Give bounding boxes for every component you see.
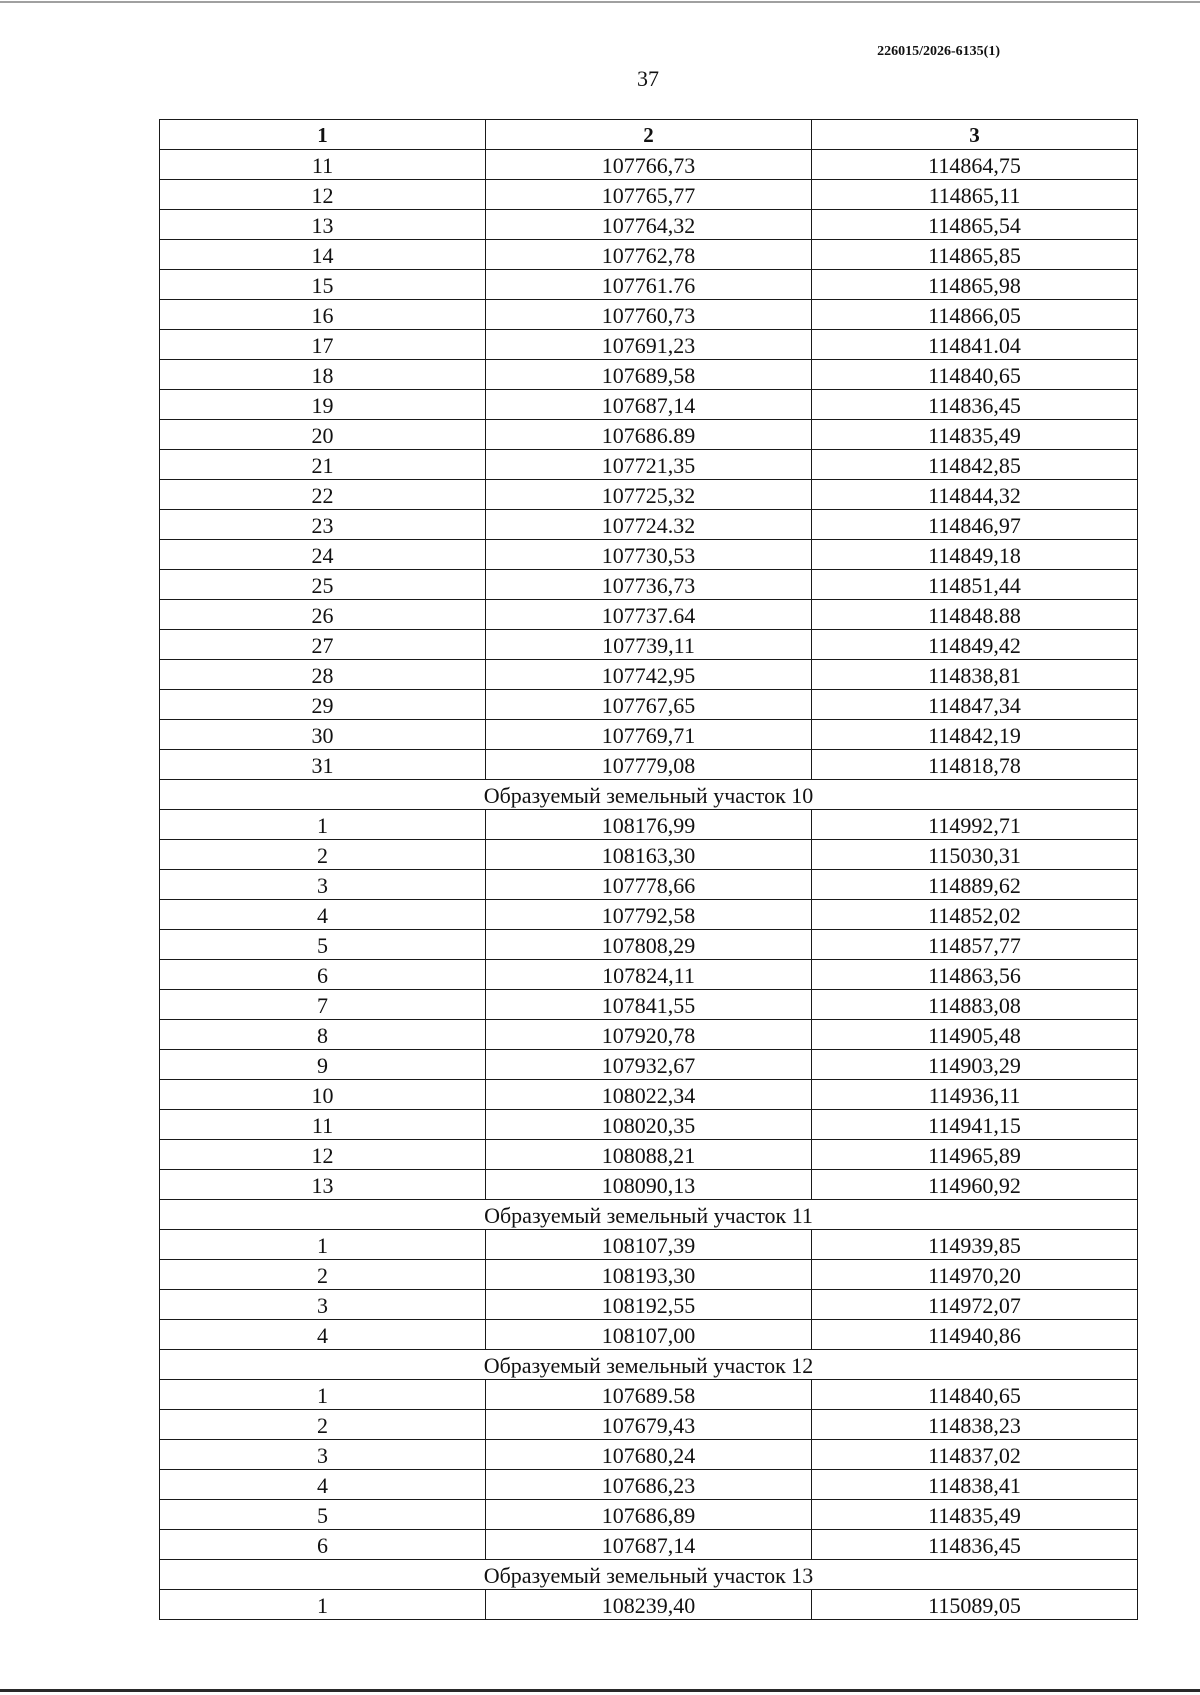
point-number-cell: 2 <box>160 1410 486 1440</box>
coordinate-x-cell: 107762,78 <box>486 240 812 270</box>
coordinate-y-cell: 114837,02 <box>812 1440 1138 1470</box>
point-number-cell: 15 <box>160 270 486 300</box>
coordinate-x-cell: 107808,29 <box>486 930 812 960</box>
point-number-cell: 10 <box>160 1080 486 1110</box>
table-row <box>160 1530 1138 1560</box>
point-number-cell: 20 <box>160 420 486 450</box>
table-row <box>160 1380 1138 1410</box>
table-row <box>160 240 1138 270</box>
coordinate-y-cell: 114865,11 <box>812 180 1138 210</box>
coordinate-y-cell: 114818,78 <box>812 750 1138 780</box>
coordinate-x-cell: 107778,66 <box>486 870 812 900</box>
point-number-cell: 28 <box>160 660 486 690</box>
column-header-1: 1 <box>160 120 486 150</box>
coordinate-x-cell: 108176,99 <box>486 810 812 840</box>
table-row <box>160 1410 1138 1440</box>
point-number-cell: 16 <box>160 300 486 330</box>
coordinate-y-cell: 114936,11 <box>812 1080 1138 1110</box>
coordinate-y-cell: 114903,29 <box>812 1050 1138 1080</box>
coordinate-y-cell: 114835,49 <box>812 420 1138 450</box>
point-number-cell: 12 <box>160 180 486 210</box>
coordinate-y-cell: 114857,77 <box>812 930 1138 960</box>
coordinate-y-cell: 114864,75 <box>812 150 1138 180</box>
coordinates-table-head <box>160 120 1138 150</box>
point-number-cell: 3 <box>160 1290 486 1320</box>
coordinate-y-cell: 114842,19 <box>812 720 1138 750</box>
table-row <box>160 420 1138 450</box>
coordinate-x-cell: 107779,08 <box>486 750 812 780</box>
coordinate-x-cell: 108090,13 <box>486 1170 812 1200</box>
table-row <box>160 840 1138 870</box>
coordinate-x-cell: 108192,55 <box>486 1290 812 1320</box>
coordinate-y-cell: 114866,05 <box>812 300 1138 330</box>
coordinate-x-cell: 107686,89 <box>486 1500 812 1530</box>
coordinate-y-cell: 114844,32 <box>812 480 1138 510</box>
section-title: Образуемый земельный участок 11 <box>160 1200 1138 1230</box>
coordinate-x-cell: 107687,14 <box>486 1530 812 1560</box>
point-number-cell: 7 <box>160 990 486 1020</box>
table-row <box>160 720 1138 750</box>
table-row <box>160 540 1138 570</box>
point-number-cell: 5 <box>160 1500 486 1530</box>
section-title: Образуемый земельный участок 10 <box>160 780 1138 810</box>
point-number-cell: 29 <box>160 690 486 720</box>
coordinate-x-cell: 107737.64 <box>486 600 812 630</box>
point-number-cell: 31 <box>160 750 486 780</box>
table-row <box>160 1260 1138 1290</box>
coordinate-x-cell: 107769,71 <box>486 720 812 750</box>
point-number-cell: 27 <box>160 630 486 660</box>
coordinate-x-cell: 107687,14 <box>486 390 812 420</box>
coordinate-x-cell: 107792,58 <box>486 900 812 930</box>
point-number-cell: 4 <box>160 1470 486 1500</box>
table-row <box>160 1170 1138 1200</box>
table-row <box>160 990 1138 1020</box>
table-row <box>160 810 1138 840</box>
table-row <box>160 180 1138 210</box>
coordinate-y-cell: 114972,07 <box>812 1290 1138 1320</box>
section-row <box>160 1560 1138 1590</box>
point-number-cell: 13 <box>160 1170 486 1200</box>
section-row <box>160 780 1138 810</box>
section-row <box>160 1350 1138 1380</box>
coordinate-x-cell: 107689,58 <box>486 360 812 390</box>
coordinate-y-cell: 114970,20 <box>812 1260 1138 1290</box>
point-number-cell: 26 <box>160 600 486 630</box>
table-row <box>160 1080 1138 1110</box>
coordinates-table <box>159 119 1138 1620</box>
point-number-cell: 13 <box>160 210 486 240</box>
point-number-cell: 5 <box>160 930 486 960</box>
table-row <box>160 1140 1138 1170</box>
table-row <box>160 330 1138 360</box>
coordinate-y-cell: 114836,45 <box>812 1530 1138 1560</box>
table-row <box>160 690 1138 720</box>
point-number-cell: 4 <box>160 1320 486 1350</box>
coordinate-x-cell: 107932,67 <box>486 1050 812 1080</box>
coordinate-x-cell: 107920,78 <box>486 1020 812 1050</box>
scan-edge-bottom <box>0 1689 1200 1692</box>
table-row <box>160 1050 1138 1080</box>
point-number-cell: 1 <box>160 1380 486 1410</box>
section-row <box>160 1200 1138 1230</box>
coordinate-x-cell: 108193,30 <box>486 1260 812 1290</box>
coordinate-x-cell: 107761.76 <box>486 270 812 300</box>
coordinate-x-cell: 107841,55 <box>486 990 812 1020</box>
coordinate-y-cell: 115030,31 <box>812 840 1138 870</box>
table-row <box>160 960 1138 990</box>
table-row <box>160 900 1138 930</box>
coordinate-x-cell: 108107,39 <box>486 1230 812 1260</box>
coordinate-x-cell: 107765,77 <box>486 180 812 210</box>
point-number-cell: 21 <box>160 450 486 480</box>
coordinate-y-cell: 114960,92 <box>812 1170 1138 1200</box>
coordinate-x-cell: 107691,23 <box>486 330 812 360</box>
point-number-cell: 12 <box>160 1140 486 1170</box>
coordinate-x-cell: 107730,53 <box>486 540 812 570</box>
coordinate-y-cell: 114940,86 <box>812 1320 1138 1350</box>
table-row <box>160 660 1138 690</box>
coordinate-y-cell: 114905,48 <box>812 1020 1138 1050</box>
coordinate-y-cell: 114851,44 <box>812 570 1138 600</box>
coordinate-y-cell: 114863,56 <box>812 960 1138 990</box>
table-row <box>160 450 1138 480</box>
section-title: Образуемый земельный участок 13 <box>160 1560 1138 1590</box>
coordinate-y-cell: 114838,41 <box>812 1470 1138 1500</box>
table-row <box>160 1320 1138 1350</box>
table-row <box>160 360 1138 390</box>
coordinate-x-cell: 107824,11 <box>486 960 812 990</box>
column-header-2: 2 <box>486 120 812 150</box>
coordinate-x-cell: 107760,73 <box>486 300 812 330</box>
table-row <box>160 600 1138 630</box>
column-header-3: 3 <box>812 120 1138 150</box>
point-number-cell: 1 <box>160 810 486 840</box>
coordinate-y-cell: 114846,97 <box>812 510 1138 540</box>
table-row <box>160 930 1138 960</box>
table-row <box>160 510 1138 540</box>
point-number-cell: 2 <box>160 840 486 870</box>
coordinate-x-cell: 107725,32 <box>486 480 812 510</box>
table-row <box>160 210 1138 240</box>
scan-edge-top <box>0 1 1200 3</box>
coordinate-x-cell: 107764,32 <box>486 210 812 240</box>
coordinate-y-cell: 114847,34 <box>812 690 1138 720</box>
point-number-cell: 22 <box>160 480 486 510</box>
table-row <box>160 1020 1138 1050</box>
table-row <box>160 570 1138 600</box>
coordinate-y-cell: 114840,65 <box>812 1380 1138 1410</box>
point-number-cell: 24 <box>160 540 486 570</box>
coordinate-x-cell: 107680,24 <box>486 1440 812 1470</box>
coordinate-y-cell: 114849,42 <box>812 630 1138 660</box>
coordinate-y-cell: 114939,85 <box>812 1230 1138 1260</box>
table-row <box>160 300 1138 330</box>
table-row <box>160 480 1138 510</box>
section-title: Образуемый земельный участок 12 <box>160 1350 1138 1380</box>
point-number-cell: 1 <box>160 1590 486 1620</box>
coordinate-x-cell: 107679,43 <box>486 1410 812 1440</box>
coordinate-x-cell: 108020,35 <box>486 1110 812 1140</box>
coordinate-x-cell: 107724.32 <box>486 510 812 540</box>
point-number-cell: 14 <box>160 240 486 270</box>
table-row <box>160 870 1138 900</box>
point-number-cell: 2 <box>160 1260 486 1290</box>
table-row <box>160 1470 1138 1500</box>
coordinate-y-cell: 114992,71 <box>812 810 1138 840</box>
table-row <box>160 270 1138 300</box>
coordinates-table-body <box>160 150 1138 1620</box>
point-number-cell: 9 <box>160 1050 486 1080</box>
point-number-cell: 6 <box>160 1530 486 1560</box>
point-number-cell: 23 <box>160 510 486 540</box>
table-row <box>160 630 1138 660</box>
point-number-cell: 1 <box>160 1230 486 1260</box>
coordinate-x-cell: 107721,35 <box>486 450 812 480</box>
coordinate-x-cell: 107739,11 <box>486 630 812 660</box>
coordinate-y-cell: 114941,15 <box>812 1110 1138 1140</box>
coordinate-x-cell: 108088,21 <box>486 1140 812 1170</box>
table-row <box>160 1290 1138 1320</box>
coordinate-y-cell: 114865,85 <box>812 240 1138 270</box>
coordinate-y-cell: 114865,54 <box>812 210 1138 240</box>
table-row <box>160 390 1138 420</box>
point-number-cell: 8 <box>160 1020 486 1050</box>
point-number-cell: 17 <box>160 330 486 360</box>
coordinate-x-cell: 107767,65 <box>486 690 812 720</box>
coordinate-x-cell: 108107,00 <box>486 1320 812 1350</box>
table-row <box>160 150 1138 180</box>
coordinate-y-cell: 114842,85 <box>812 450 1138 480</box>
coordinate-y-cell: 114852,02 <box>812 900 1138 930</box>
point-number-cell: 11 <box>160 150 486 180</box>
point-number-cell: 30 <box>160 720 486 750</box>
coordinate-y-cell: 114840,65 <box>812 360 1138 390</box>
point-number-cell: 18 <box>160 360 486 390</box>
table-row <box>160 1230 1138 1260</box>
coordinate-y-cell: 114865,98 <box>812 270 1138 300</box>
table-row <box>160 1440 1138 1470</box>
point-number-cell: 4 <box>160 900 486 930</box>
coordinate-y-cell: 114836,45 <box>812 390 1138 420</box>
coordinate-x-cell: 107689.58 <box>486 1380 812 1410</box>
coordinate-y-cell: 114883,08 <box>812 990 1138 1020</box>
coordinate-x-cell: 107742,95 <box>486 660 812 690</box>
table-row <box>160 1500 1138 1530</box>
point-number-cell: 19 <box>160 390 486 420</box>
coordinate-x-cell: 107686,23 <box>486 1470 812 1500</box>
coordinate-x-cell: 108022,34 <box>486 1080 812 1110</box>
table-row <box>160 750 1138 780</box>
point-number-cell: 25 <box>160 570 486 600</box>
coordinate-x-cell: 107736,73 <box>486 570 812 600</box>
table-header-row <box>160 120 1138 150</box>
coordinate-y-cell: 114838,23 <box>812 1410 1138 1440</box>
coordinate-x-cell: 108163,30 <box>486 840 812 870</box>
table-row <box>160 1110 1138 1140</box>
table-row <box>160 1590 1138 1620</box>
coordinate-y-cell: 114849,18 <box>812 540 1138 570</box>
coordinate-y-cell: 114835,49 <box>812 1500 1138 1530</box>
coordinate-y-cell: 114965,89 <box>812 1140 1138 1170</box>
coordinate-y-cell: 114841.04 <box>812 330 1138 360</box>
point-number-cell: 11 <box>160 1110 486 1140</box>
point-number-cell: 3 <box>160 870 486 900</box>
document-id: 226015/2026-6135(1) <box>877 44 1000 59</box>
coordinate-y-cell: 115089,05 <box>812 1590 1138 1620</box>
point-number-cell: 6 <box>160 960 486 990</box>
page-number: 37 <box>637 66 659 91</box>
coordinate-x-cell: 107686.89 <box>486 420 812 450</box>
coordinate-y-cell: 114848.88 <box>812 600 1138 630</box>
coordinate-x-cell: 108239,40 <box>486 1590 812 1620</box>
point-number-cell: 3 <box>160 1440 486 1470</box>
coordinate-y-cell: 114889,62 <box>812 870 1138 900</box>
coordinate-x-cell: 107766,73 <box>486 150 812 180</box>
coordinate-y-cell: 114838,81 <box>812 660 1138 690</box>
